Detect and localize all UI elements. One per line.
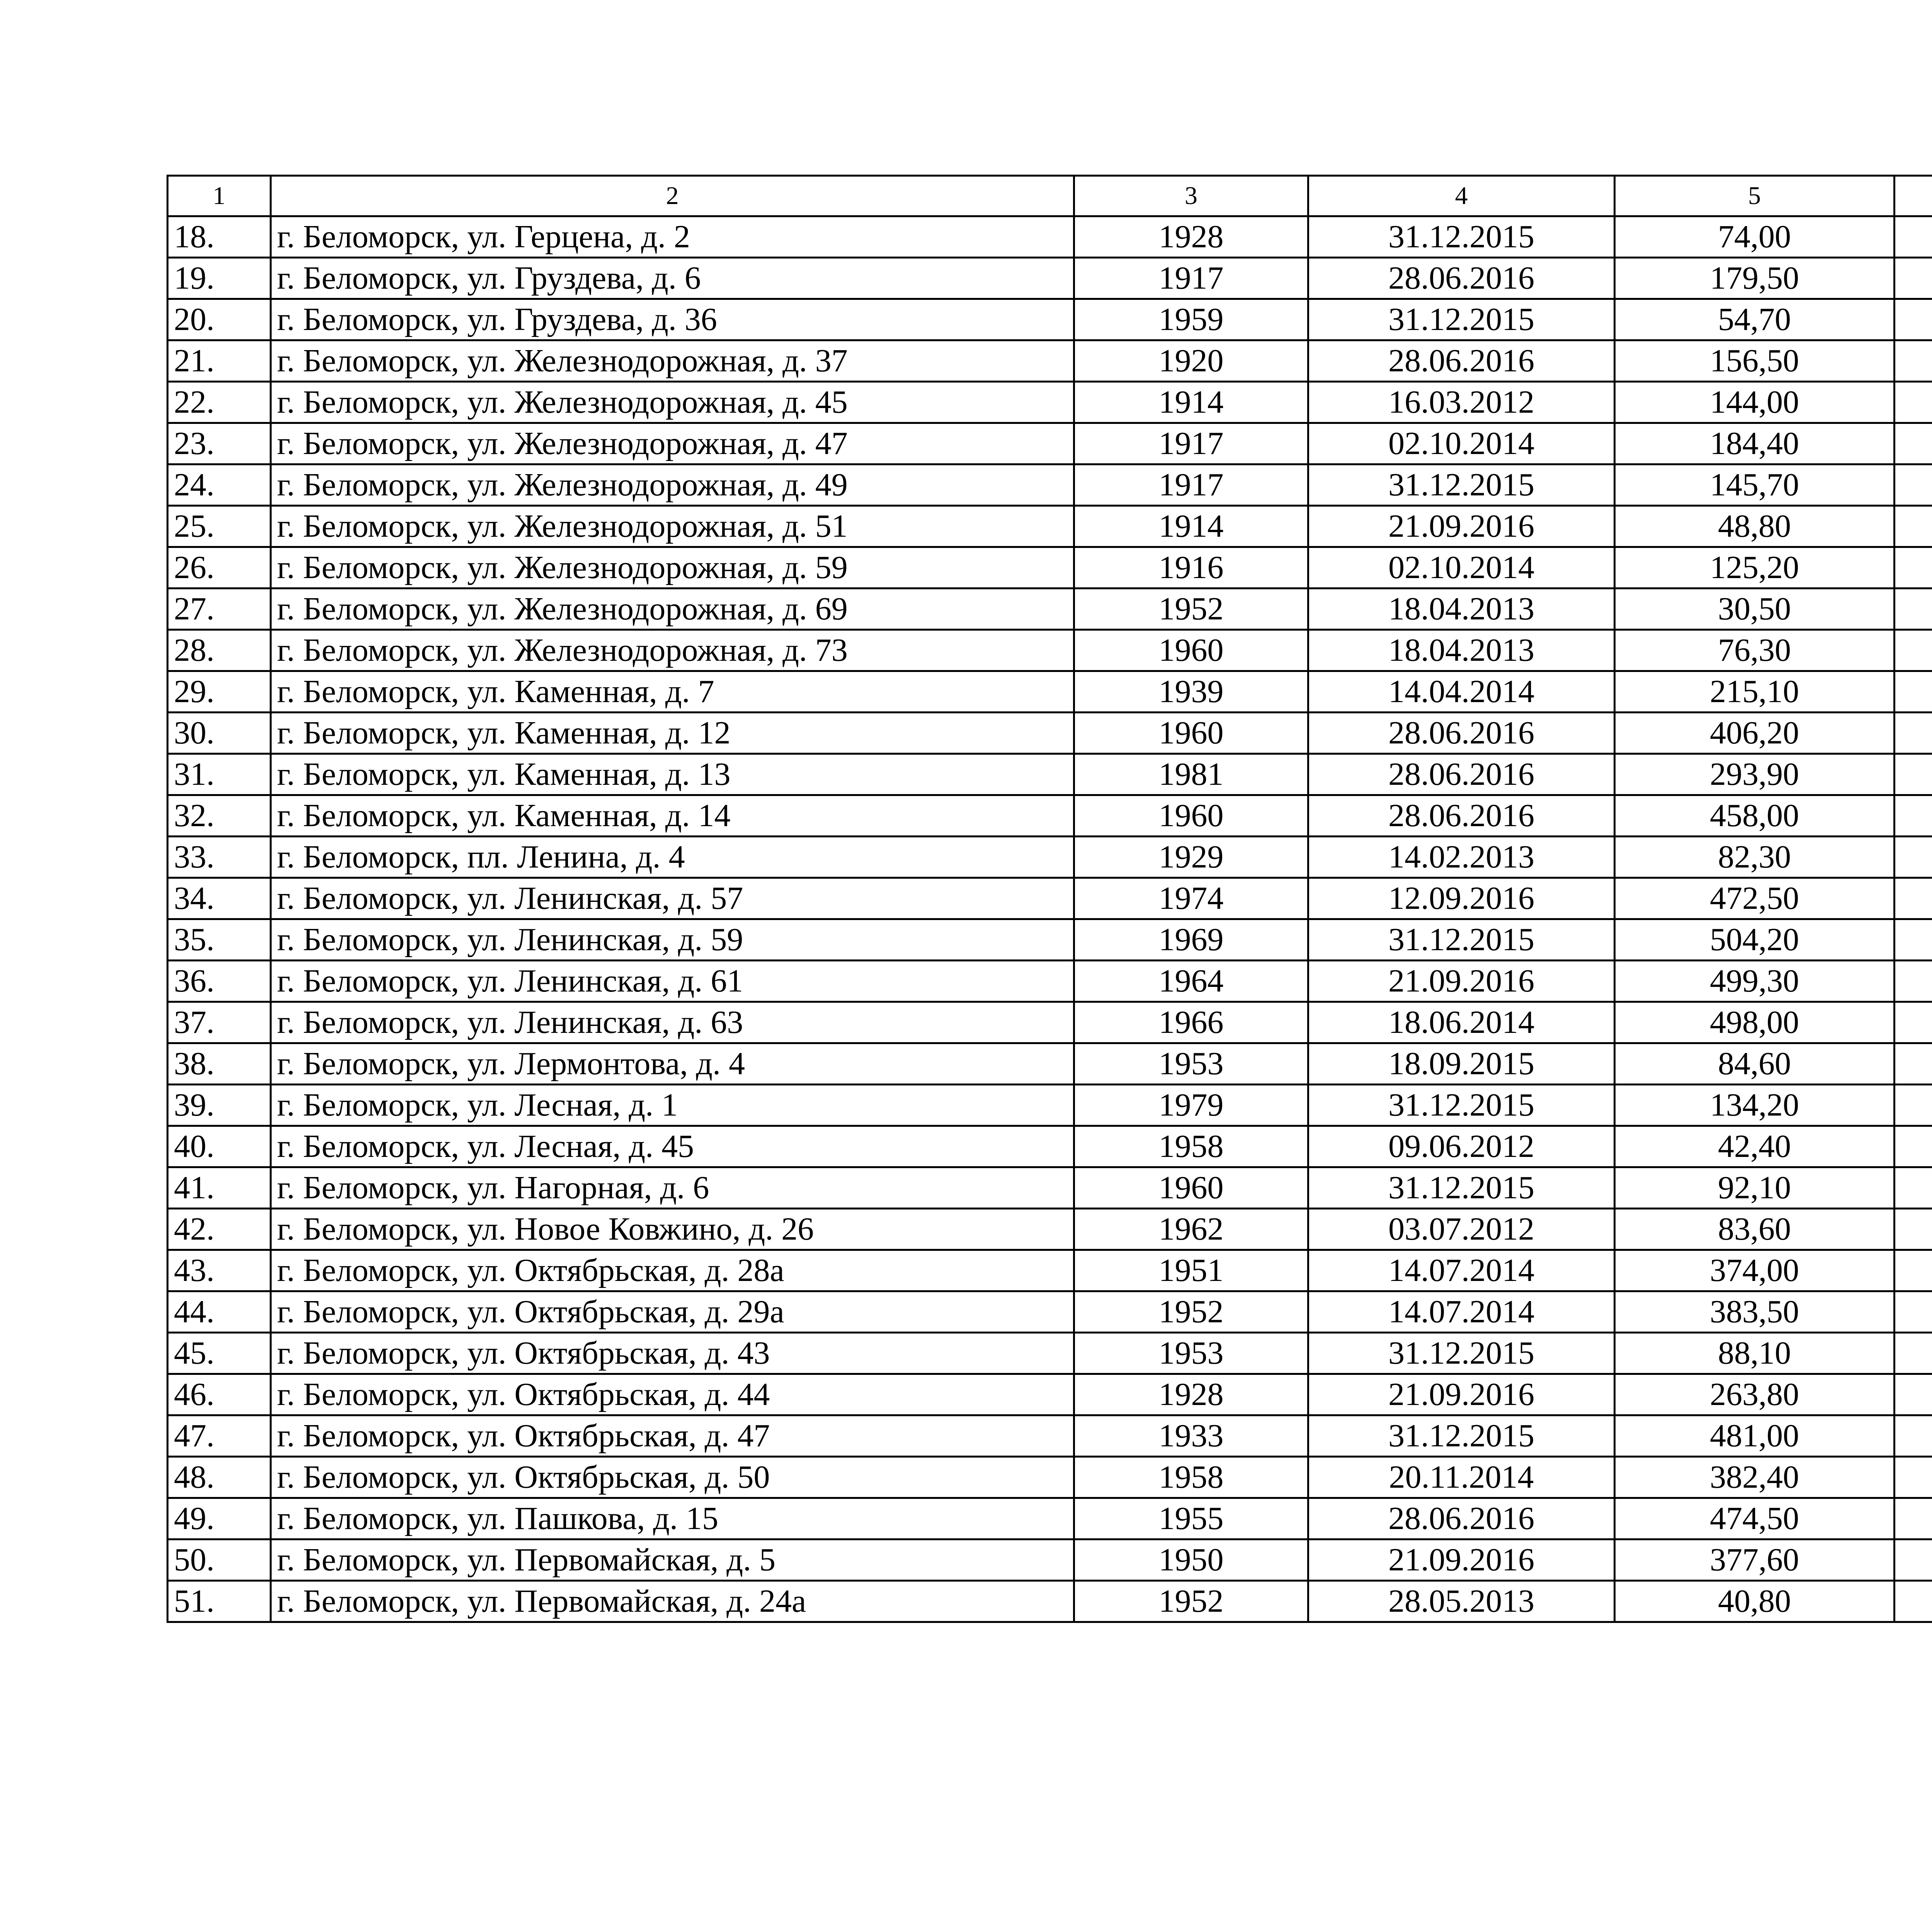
column-header: 3 <box>1074 176 1308 216</box>
area-cell: 406,20 <box>1615 713 1895 754</box>
address-cell: г. Беломорск, ул. Железнодорожная, д. 73 <box>271 630 1074 671</box>
count-cell <box>1895 1581 1932 1622</box>
count-cell <box>1895 1374 1932 1415</box>
date-cell: 28.06.2016 <box>1308 795 1615 837</box>
row-number-cell: 48. <box>168 1457 271 1498</box>
table-row <box>168 1415 1932 1457</box>
address-cell: г. Беломорск, ул. Первомайская, д. 5 <box>271 1539 1074 1581</box>
row-number-cell: 22. <box>168 382 271 423</box>
row-number-cell: 41. <box>168 1167 271 1209</box>
year-cell: 1917 <box>1074 464 1308 506</box>
address-cell: г. Беломорск, ул. Ленинская, д. 57 <box>271 878 1074 919</box>
table-row <box>168 1333 1932 1374</box>
count-cell <box>1895 547 1932 589</box>
date-cell: 28.06.2016 <box>1308 258 1615 299</box>
row-number-cell: 42. <box>168 1209 271 1250</box>
address-cell: г. Беломорск, ул. Железнодорожная, д. 45 <box>271 382 1074 423</box>
date-cell: 20.11.2014 <box>1308 1457 1615 1498</box>
row-number-cell: 18. <box>168 216 271 258</box>
year-cell: 1917 <box>1074 423 1308 464</box>
area-cell: 474,50 <box>1615 1498 1895 1539</box>
table-row <box>168 1457 1932 1498</box>
table-row <box>168 589 1932 630</box>
count-cell <box>1895 837 1932 878</box>
area-cell: 30,50 <box>1615 589 1895 630</box>
count-cell <box>1895 713 1932 754</box>
area-cell: 498,00 <box>1615 1002 1895 1043</box>
table-row <box>168 795 1932 837</box>
year-cell: 1960 <box>1074 1167 1308 1209</box>
count-cell <box>1895 754 1932 795</box>
year-cell: 1928 <box>1074 216 1308 258</box>
area-cell: 145,70 <box>1615 464 1895 506</box>
count-cell <box>1895 1333 1932 1374</box>
count-cell <box>1895 1167 1932 1209</box>
row-number-cell: 34. <box>168 878 271 919</box>
row-number-cell: 26. <box>168 547 271 589</box>
table-row <box>168 1167 1932 1209</box>
date-cell: 14.02.2013 <box>1308 837 1615 878</box>
area-cell: 184,40 <box>1615 423 1895 464</box>
count-cell <box>1895 589 1932 630</box>
row-number-cell: 50. <box>168 1539 271 1581</box>
area-cell: 42,40 <box>1615 1126 1895 1167</box>
area-cell: 40,80 <box>1615 1581 1895 1622</box>
table-row <box>168 258 1932 299</box>
address-cell: г. Беломорск, ул. Пашкова, д. 15 <box>271 1498 1074 1539</box>
count-cell <box>1895 1085 1932 1126</box>
year-cell: 1951 <box>1074 1250 1308 1291</box>
row-number-cell: 21. <box>168 340 271 382</box>
date-cell: 31.12.2015 <box>1308 1085 1615 1126</box>
date-cell: 02.10.2014 <box>1308 423 1615 464</box>
row-number-cell: 45. <box>168 1333 271 1374</box>
date-cell: 14.07.2014 <box>1308 1250 1615 1291</box>
date-cell: 28.06.2016 <box>1308 1498 1615 1539</box>
area-cell: 382,40 <box>1615 1457 1895 1498</box>
date-cell: 02.10.2014 <box>1308 547 1615 589</box>
year-cell: 1929 <box>1074 837 1308 878</box>
row-number-cell: 40. <box>168 1126 271 1167</box>
address-cell: г. Беломорск, ул. Ленинская, д. 61 <box>271 961 1074 1002</box>
address-cell: г. Беломорск, ул. Первомайская, д. 24а <box>271 1581 1074 1622</box>
table-row <box>168 1291 1932 1333</box>
table-row <box>168 671 1932 713</box>
count-cell <box>1895 464 1932 506</box>
address-cell: г. Беломорск, ул. Каменная, д. 14 <box>271 795 1074 837</box>
year-cell: 1914 <box>1074 506 1308 547</box>
address-cell: г. Беломорск, ул. Лесная, д. 45 <box>271 1126 1074 1167</box>
year-cell: 1928 <box>1074 1374 1308 1415</box>
table-row <box>168 299 1932 340</box>
row-number-cell: 36. <box>168 961 271 1002</box>
table-row <box>168 1209 1932 1250</box>
count-cell <box>1895 1126 1932 1167</box>
address-cell: г. Беломорск, ул. Каменная, д. 12 <box>271 713 1074 754</box>
area-cell: 472,50 <box>1615 878 1895 919</box>
table-row <box>168 1085 1932 1126</box>
area-cell: 458,00 <box>1615 795 1895 837</box>
address-cell: г. Беломорск, ул. Груздева, д. 6 <box>271 258 1074 299</box>
count-cell <box>1895 961 1932 1002</box>
date-cell: 16.03.2012 <box>1308 382 1615 423</box>
row-number-cell: 49. <box>168 1498 271 1539</box>
area-cell: 179,50 <box>1615 258 1895 299</box>
year-cell: 1955 <box>1074 1498 1308 1539</box>
count-cell <box>1895 1539 1932 1581</box>
table-row <box>168 1374 1932 1415</box>
date-cell: 12.09.2016 <box>1308 878 1615 919</box>
count-cell <box>1895 1002 1932 1043</box>
year-cell: 1964 <box>1074 961 1308 1002</box>
date-cell: 31.12.2015 <box>1308 1167 1615 1209</box>
address-cell: г. Беломорск, ул. Каменная, д. 7 <box>271 671 1074 713</box>
column-header: 1 <box>168 176 271 216</box>
area-cell: 263,80 <box>1615 1374 1895 1415</box>
table-row <box>168 423 1932 464</box>
area-cell: 83,60 <box>1615 1209 1895 1250</box>
area-cell: 125,20 <box>1615 547 1895 589</box>
address-cell: г. Беломорск, ул. Октябрьская, д. 47 <box>271 1415 1074 1457</box>
area-cell: 88,10 <box>1615 1333 1895 1374</box>
column-header: 5 <box>1615 176 1895 216</box>
area-cell: 377,60 <box>1615 1539 1895 1581</box>
area-cell: 383,50 <box>1615 1291 1895 1333</box>
count-cell <box>1895 1043 1932 1085</box>
area-cell: 84,60 <box>1615 1043 1895 1085</box>
date-cell: 03.07.2012 <box>1308 1209 1615 1250</box>
year-cell: 1966 <box>1074 1002 1308 1043</box>
row-number-cell: 44. <box>168 1291 271 1333</box>
address-cell: г. Беломорск, ул. Ленинская, д. 59 <box>271 919 1074 961</box>
table-row <box>168 382 1932 423</box>
year-cell: 1959 <box>1074 299 1308 340</box>
housing-table <box>167 175 1932 1623</box>
year-cell: 1979 <box>1074 1085 1308 1126</box>
row-number-cell: 33. <box>168 837 271 878</box>
count-cell <box>1895 1457 1932 1498</box>
address-cell: г. Беломорск, ул. Лесная, д. 1 <box>271 1085 1074 1126</box>
address-cell: г. Беломорск, ул. Октябрьская, д. 50 <box>271 1457 1074 1498</box>
count-cell <box>1895 258 1932 299</box>
row-number-cell: 25. <box>168 506 271 547</box>
date-cell: 21.09.2016 <box>1308 961 1615 1002</box>
address-cell: г. Беломорск, ул. Железнодорожная, д. 49 <box>271 464 1074 506</box>
year-cell: 1916 <box>1074 547 1308 589</box>
year-cell: 1939 <box>1074 671 1308 713</box>
row-number-cell: 23. <box>168 423 271 464</box>
year-cell: 1953 <box>1074 1333 1308 1374</box>
date-cell: 18.04.2013 <box>1308 589 1615 630</box>
table-row <box>168 216 1932 258</box>
count-cell <box>1895 1415 1932 1457</box>
address-cell: г. Беломорск, ул. Железнодорожная, д. 59 <box>271 547 1074 589</box>
row-number-cell: 39. <box>168 1085 271 1126</box>
area-cell: 82,30 <box>1615 837 1895 878</box>
row-number-cell: 37. <box>168 1002 271 1043</box>
year-cell: 1958 <box>1074 1457 1308 1498</box>
year-cell: 1917 <box>1074 258 1308 299</box>
table-row <box>168 1498 1932 1539</box>
address-cell: г. Беломорск, ул. Груздева, д. 36 <box>271 299 1074 340</box>
address-cell: г. Беломорск, ул. Герцена, д. 2 <box>271 216 1074 258</box>
year-cell: 1953 <box>1074 1043 1308 1085</box>
date-cell: 31.12.2015 <box>1308 919 1615 961</box>
date-cell: 21.09.2016 <box>1308 506 1615 547</box>
address-cell: г. Беломорск, ул. Новое Ковжино, д. 26 <box>271 1209 1074 1250</box>
date-cell: 31.12.2015 <box>1308 1333 1615 1374</box>
year-cell: 1958 <box>1074 1126 1308 1167</box>
address-cell: г. Беломорск, пл. Ленина, д. 4 <box>271 837 1074 878</box>
row-number-cell: 19. <box>168 258 271 299</box>
area-cell: 92,10 <box>1615 1167 1895 1209</box>
count-cell <box>1895 1250 1932 1291</box>
table-row <box>168 506 1932 547</box>
table-row <box>168 754 1932 795</box>
year-cell: 1952 <box>1074 1581 1308 1622</box>
date-cell: 21.09.2016 <box>1308 1374 1615 1415</box>
address-cell: г. Беломорск, ул. Октябрьская, д. 29а <box>271 1291 1074 1333</box>
address-cell: г. Беломорск, ул. Лермонтова, д. 4 <box>271 1043 1074 1085</box>
year-cell: 1952 <box>1074 1291 1308 1333</box>
year-cell: 1914 <box>1074 382 1308 423</box>
area-cell: 215,10 <box>1615 671 1895 713</box>
date-cell: 14.04.2014 <box>1308 671 1615 713</box>
year-cell: 1962 <box>1074 1209 1308 1250</box>
column-header: 4 <box>1308 176 1615 216</box>
row-number-cell: 47. <box>168 1415 271 1457</box>
address-cell: г. Беломорск, ул. Железнодорожная, д. 47 <box>271 423 1074 464</box>
table-row <box>168 1002 1932 1043</box>
table-row <box>168 1539 1932 1581</box>
year-cell: 1981 <box>1074 754 1308 795</box>
address-cell: г. Беломорск, ул. Каменная, д. 13 <box>271 754 1074 795</box>
address-cell: г. Беломорск, ул. Железнодорожная, д. 37 <box>271 340 1074 382</box>
row-number-cell: 31. <box>168 754 271 795</box>
date-cell: 31.12.2015 <box>1308 299 1615 340</box>
table-row <box>168 340 1932 382</box>
area-cell: 504,20 <box>1615 919 1895 961</box>
address-cell: г. Беломорск, ул. Октябрьская, д. 28а <box>271 1250 1074 1291</box>
date-cell: 28.06.2016 <box>1308 713 1615 754</box>
row-number-cell: 35. <box>168 919 271 961</box>
area-cell: 499,30 <box>1615 961 1895 1002</box>
date-cell: 18.06.2014 <box>1308 1002 1615 1043</box>
area-cell: 76,30 <box>1615 630 1895 671</box>
count-cell <box>1895 1291 1932 1333</box>
row-number-cell: 51. <box>168 1581 271 1622</box>
date-cell: 31.12.2015 <box>1308 216 1615 258</box>
date-cell: 28.05.2013 <box>1308 1581 1615 1622</box>
table-row <box>168 464 1932 506</box>
area-cell: 293,90 <box>1615 754 1895 795</box>
count-cell <box>1895 216 1932 258</box>
row-number-cell: 29. <box>168 671 271 713</box>
date-cell: 31.12.2015 <box>1308 1415 1615 1457</box>
column-number-row <box>168 176 1932 216</box>
table-row <box>168 837 1932 878</box>
year-cell: 1960 <box>1074 713 1308 754</box>
date-cell: 18.04.2013 <box>1308 630 1615 671</box>
count-cell <box>1895 630 1932 671</box>
count-cell <box>1895 340 1932 382</box>
count-cell <box>1895 299 1932 340</box>
year-cell: 1933 <box>1074 1415 1308 1457</box>
year-cell: 1974 <box>1074 878 1308 919</box>
count-cell <box>1895 1209 1932 1250</box>
table-row <box>168 547 1932 589</box>
row-number-cell: 46. <box>168 1374 271 1415</box>
year-cell: 1960 <box>1074 795 1308 837</box>
table-row <box>168 1581 1932 1622</box>
address-cell: г. Беломорск, ул. Железнодорожная, д. 69 <box>271 589 1074 630</box>
area-cell: 481,00 <box>1615 1415 1895 1457</box>
count-cell <box>1895 795 1932 837</box>
date-cell: 14.07.2014 <box>1308 1291 1615 1333</box>
date-cell: 18.09.2015 <box>1308 1043 1615 1085</box>
area-cell: 74,00 <box>1615 216 1895 258</box>
row-number-cell: 20. <box>168 299 271 340</box>
count-cell <box>1895 671 1932 713</box>
address-cell: г. Беломорск, ул. Железнодорожная, д. 51 <box>271 506 1074 547</box>
year-cell: 1960 <box>1074 630 1308 671</box>
table-row <box>168 1126 1932 1167</box>
address-cell: г. Беломорск, ул. Нагорная, д. 6 <box>271 1167 1074 1209</box>
table-body <box>168 176 1932 1622</box>
address-cell: г. Беломорск, ул. Ленинская, д. 63 <box>271 1002 1074 1043</box>
area-cell: 48,80 <box>1615 506 1895 547</box>
count-cell <box>1895 878 1932 919</box>
count-cell <box>1895 1498 1932 1539</box>
table-row <box>168 1250 1932 1291</box>
year-cell: 1969 <box>1074 919 1308 961</box>
row-number-cell: 28. <box>168 630 271 671</box>
area-cell: 374,00 <box>1615 1250 1895 1291</box>
date-cell: 21.09.2016 <box>1308 1539 1615 1581</box>
area-cell: 134,20 <box>1615 1085 1895 1126</box>
column-header <box>1895 176 1932 216</box>
area-cell: 156,50 <box>1615 340 1895 382</box>
date-cell: 28.06.2016 <box>1308 754 1615 795</box>
table-row <box>168 713 1932 754</box>
table-row <box>168 1043 1932 1085</box>
year-cell: 1952 <box>1074 589 1308 630</box>
table-row <box>168 919 1932 961</box>
row-number-cell: 43. <box>168 1250 271 1291</box>
table-row <box>168 878 1932 919</box>
date-cell: 09.06.2012 <box>1308 1126 1615 1167</box>
row-number-cell: 24. <box>168 464 271 506</box>
row-number-cell: 30. <box>168 713 271 754</box>
address-cell: г. Беломорск, ул. Октябрьская, д. 43 <box>271 1333 1074 1374</box>
count-cell <box>1895 919 1932 961</box>
table-row <box>168 961 1932 1002</box>
row-number-cell: 32. <box>168 795 271 837</box>
count-cell <box>1895 423 1932 464</box>
count-cell <box>1895 382 1932 423</box>
year-cell: 1950 <box>1074 1539 1308 1581</box>
count-cell <box>1895 506 1932 547</box>
year-cell: 1920 <box>1074 340 1308 382</box>
area-cell: 54,70 <box>1615 299 1895 340</box>
table-row <box>168 630 1932 671</box>
date-cell: 28.06.2016 <box>1308 340 1615 382</box>
date-cell: 31.12.2015 <box>1308 464 1615 506</box>
area-cell: 144,00 <box>1615 382 1895 423</box>
row-number-cell: 38. <box>168 1043 271 1085</box>
row-number-cell: 27. <box>168 589 271 630</box>
column-header: 2 <box>271 176 1074 216</box>
address-cell: г. Беломорск, ул. Октябрьская, д. 44 <box>271 1374 1074 1415</box>
